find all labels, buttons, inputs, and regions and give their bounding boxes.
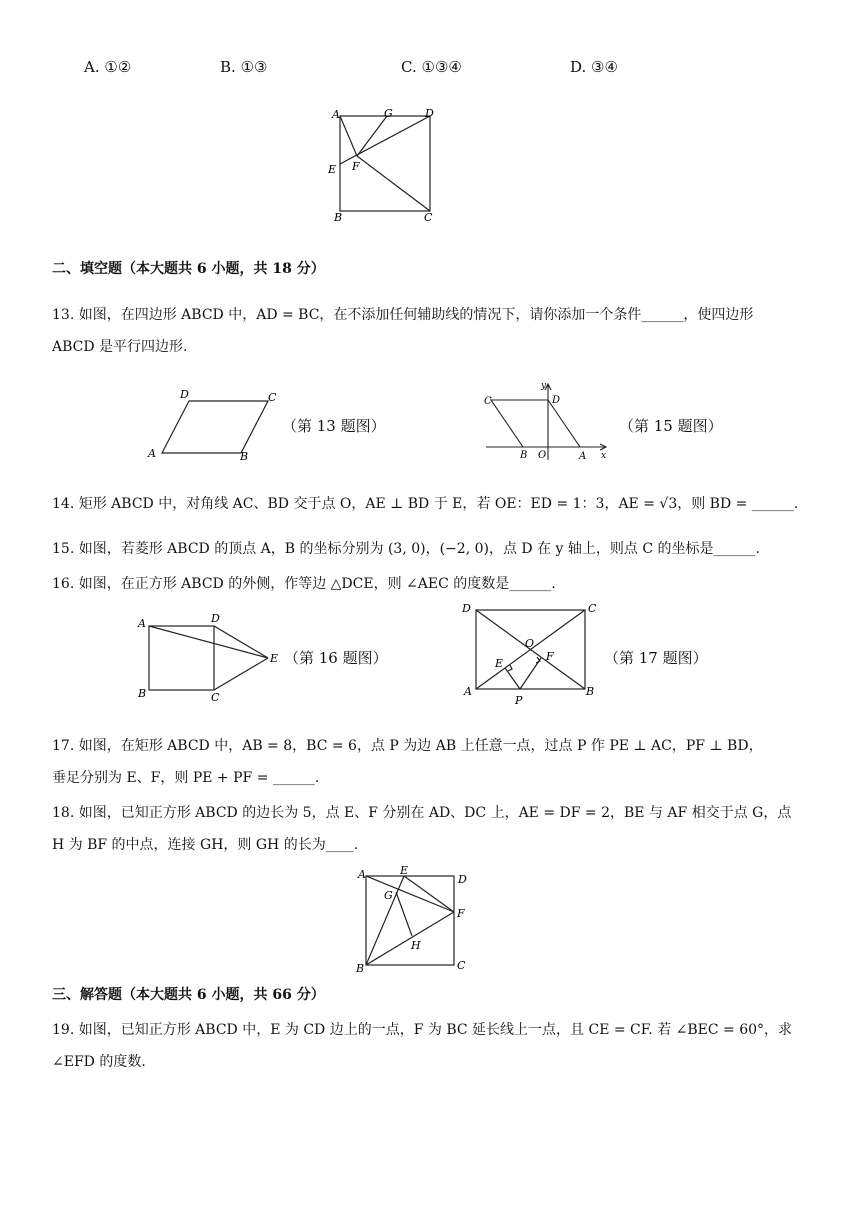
label-d: D — [211, 612, 220, 625]
option-d-value: ③④ — [591, 58, 618, 76]
question-18-line2: H 为 BF 的中点，连接 GH，则 GH 的长为____. — [52, 837, 359, 853]
label-d: D — [425, 107, 434, 120]
label-b: B — [356, 962, 365, 974]
label-b: B — [240, 450, 249, 463]
question-13-line2: ABCD 是平行四边形. — [52, 339, 188, 355]
question-19-line1: 19. 如图，已知正方形 ABCD 中，E 为 CD 边上的一点，F 为 BC 延长线上一点，且 CE = CF. 若 ∠BEC = 60°，求 — [52, 1022, 793, 1038]
question-17-line2: 垂足分别为 E、F，则 PE + PF = ______. — [52, 770, 320, 786]
label-y: y — [541, 381, 547, 391]
figure-17-caption: （第 17 题图） — [604, 649, 708, 667]
label-d: D — [552, 395, 561, 406]
option-d-letter: D. — [570, 58, 587, 76]
option-c-value: ①③④ — [421, 58, 462, 76]
option-a-value: ①② — [104, 58, 132, 76]
figure-q17-rectangle-diagonals — [456, 598, 604, 710]
figure-15-caption: （第 15 题图） — [619, 417, 723, 435]
option-a-letter: A. — [84, 58, 100, 76]
label-a: A — [138, 617, 146, 630]
section-2-heading: 二、填空题（本大题共 6 小题，共 18 分） — [52, 261, 325, 277]
label-f: F — [352, 160, 360, 173]
label-g: G — [384, 889, 393, 902]
label-b: B — [138, 687, 147, 700]
label-x: x — [601, 451, 607, 461]
label-o: O — [538, 450, 547, 461]
label-h: H — [411, 939, 421, 952]
label-e: E — [495, 657, 504, 670]
label-d: D — [180, 388, 189, 401]
figure-q13-parallelogram — [142, 384, 287, 464]
question-13-line1: 13. 如图，在四边形 ABCD 中，AD = BC，在不添加任何辅助线的情况下，请你添加一个条件______，使四边形 — [52, 307, 754, 323]
label-b: B — [520, 450, 528, 461]
question-15: 15. 如图，若菱形 ABCD 的顶点 A，B 的坐标分别为 (3, 0)，(−2, 0)，点 D 在 y 轴上，则点 C 的坐标是______. — [52, 541, 760, 557]
figure-q18-square — [352, 862, 476, 974]
label-g: G — [384, 107, 393, 120]
section-3-heading: 三、解答题（本大题共 6 小题，共 66 分） — [52, 987, 325, 1003]
label-f: F — [546, 650, 554, 663]
label-a: A — [579, 451, 587, 462]
label-c: C — [588, 602, 597, 615]
label-b: B — [334, 211, 343, 224]
question-17-line1: 17. 如图，在矩形 ABCD 中，AB = 8，BC = 6，点 P 为边 AB 上任意一点，过点 P 作 PE ⊥ AC，PF ⊥ BD， — [52, 738, 763, 754]
question-16: 16. 如图，在正方形 ABCD 的外侧，作等边 △DCE，则 ∠AEC 的度数是______. — [52, 576, 556, 592]
label-p: P — [515, 694, 523, 707]
label-d: D — [462, 602, 471, 615]
label-c: C — [424, 211, 433, 224]
option-a[interactable] — [84, 58, 131, 76]
label-c: C — [457, 959, 466, 972]
option-b[interactable] — [220, 58, 267, 76]
label-e: E — [270, 652, 279, 665]
option-d[interactable] — [570, 58, 618, 76]
figure-16-caption: （第 16 题图） — [284, 649, 388, 667]
label-e: E — [400, 864, 409, 877]
label-o: O — [525, 637, 535, 650]
label-f: F — [457, 907, 465, 920]
label-a: A — [464, 685, 472, 698]
label-e: E — [328, 163, 337, 176]
option-c[interactable] — [401, 58, 462, 76]
figure-13-caption: （第 13 题图） — [282, 417, 386, 435]
label-c: C — [484, 396, 492, 407]
label-a: A — [358, 868, 366, 881]
figure-q15-rhombus-axes — [480, 380, 615, 462]
option-b-letter: B. — [220, 58, 236, 76]
label-c: C — [268, 391, 277, 404]
label-a: A — [332, 108, 340, 121]
question-18-line1: 18. 如图，已知正方形 ABCD 的边长为 5，点 E、F 分别在 AD、DC 上，AE = DF = 2，BE 与 AF 相交于点 G，点 — [52, 805, 792, 821]
label-d: D — [458, 873, 467, 886]
question-19-line2: ∠EFD 的度数. — [52, 1054, 146, 1070]
figure-q12-square — [322, 104, 444, 226]
figure-q16-square-triangle — [132, 612, 284, 704]
question-14: 14. 矩形 ABCD 中，对角线 AC、BD 交于点 O，AE ⊥ BD 于 E，若 OE：ED = 1：3，AE = √3，则 BD = ______. — [52, 496, 799, 512]
label-b: B — [586, 685, 595, 698]
label-c: C — [211, 691, 220, 704]
option-c-letter: C. — [401, 58, 417, 76]
option-b-value: ①③ — [240, 58, 268, 76]
label-a: A — [148, 447, 156, 460]
